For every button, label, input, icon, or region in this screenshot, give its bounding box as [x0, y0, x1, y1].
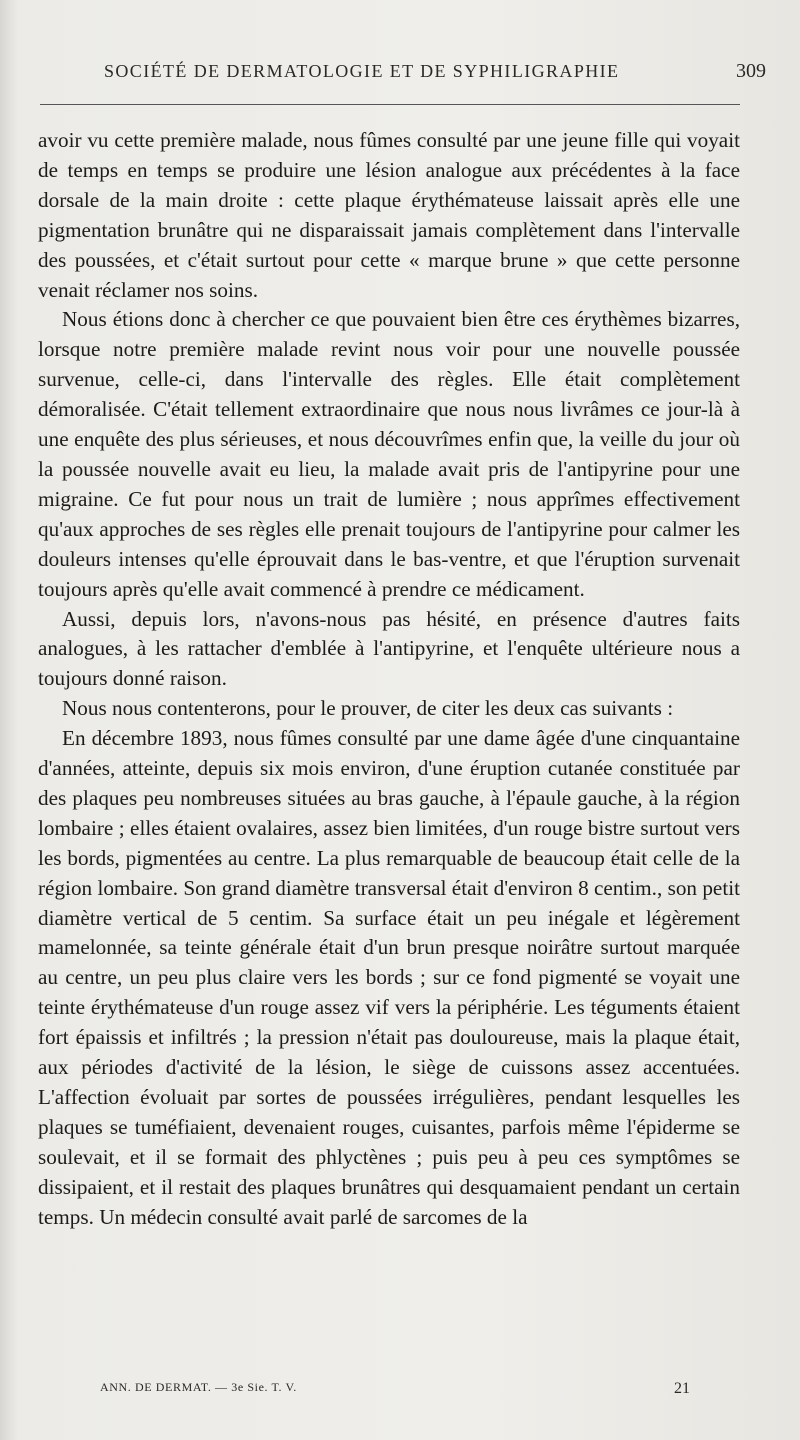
running-title: SOCIÉTÉ DE DERMATOLOGIE ET DE SYPHILIGRAPHIE: [104, 61, 620, 81]
signature-mark: 21: [674, 1380, 690, 1397]
paragraph: Aussi, depuis lors, n'avons-nous pas hésité, en présence d'autres faits analogues, à les rattacher d'emblée à l'antipyrine, et l'enquête ultérieure nous a toujours donné raison.: [38, 606, 740, 691]
paragraph: avoir vu cette première malade, nous fûmes consulté par une jeune fille qui voyait de temps en temps se produire une lésion analogue aux précédentes à la face dorsale de la main droite : cette plaque érythémateuse laissait après elle une pigmentation brunâtre qui ne disparaissait jamais complètement dans l'intervalle des poussées, et c'était surtout pour cette « marque brune » que cette personne venait réclamer nos soins.: [38, 128, 740, 302]
paragraph: Nous nous contenterons, pour le prouver, de citer les deux cas suivants :: [62, 696, 674, 721]
paragraph: En décembre 1893, nous fûmes consulté par une dame âgée d'une cinquantaine d'années, atteinte, depuis six mois environ, d'une éruption cutanée constituée par des plaques peu nombreuses situées au bras gauche, à l'épaule gauche, à la région lombaire ; elles étaient ovalaires, assez bien limitées, d'un rouge bistre surtout vers les bords, pigmentées au centre. La plus remarquable de beaucoup était celle de la région lombaire. Son grand diamètre transversal était d'environ 8 centim., son petit diamètre vertical de 5 centim. Sa surface était un peu inégale et légèrement mamelonnée, sa teinte générale était d'un brun presque noirâtre surtout marquée au centre, un peu plus claire vers les bords ; sur ce fond pigmenté se voyait une teinte érythémateuse d'un rouge assez vif vers la périphérie. Les téguments étaient fort épaissis et infiltrés ; la pression n'était pas douloureuse, mais la plaque était, aux périodes d'activité de la lésion, le siège de cuissons assez accentuées. L'affection évoluait par sortes de poussées irrégulières, pendant lesquelles les plaques se tuméfiaient, devenaient rouges, cuisantes, parfois même l'épiderme se soulevait, et il se formait des phlyctènes ; puis peu à peu ces symptômes se dissipaient, et il restait des plaques brunâtres qui desquamaient pendant un certain temps. Un médecin consulté avait parlé de sarcomes de la: [38, 726, 740, 1229]
body-text: [38, 126, 740, 1233]
header-rule: [40, 104, 740, 105]
paragraph: Nous étions donc à chercher ce que pouvaient bien être ces érythèmes bizarres, lorsque notre première malade revint nous voir pour une nouvelle poussée survenue, celle-ci, dans l'intervalle des règles. Elle était complètement démoralisée. C'était tellement extraordinaire que nous nous livrâmes ce jour-là à une enquête des plus sérieuses, et nous découvrîmes enfin que, la veille du jour où la poussée nouvelle avait eu lieu, la malade avait pris de l'antipyrine pour une migraine. Ce fut pour nous un trait de lumière ; nous apprîmes effectivement qu'aux approches de ses règles elle prenait toujours de l'antipyrine pour calmer les douleurs intenses qu'elle éprouvait dans le bas-ventre, et que l'éruption survenait toujours après qu'elle avait commencé à prendre ce médicament.: [38, 307, 740, 601]
running-head: [40, 60, 766, 83]
page-number: 309: [736, 60, 766, 82]
footer: [100, 1380, 690, 1398]
journal-reference: ANN. DE DERMAT. — 3e Sie. T. V.: [100, 1380, 297, 1394]
